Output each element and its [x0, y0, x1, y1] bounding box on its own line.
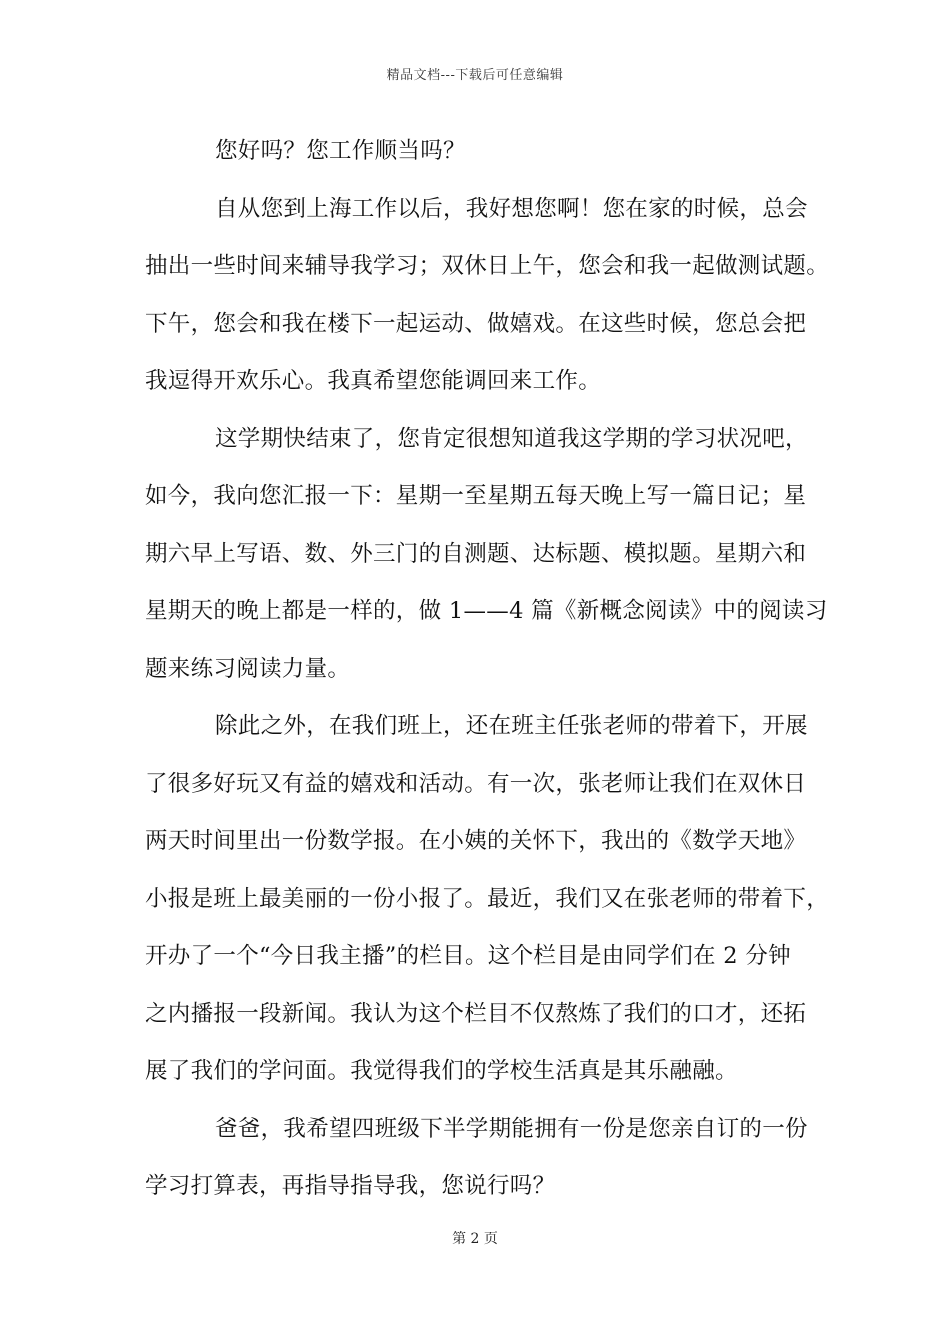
paragraph-line: 下午，您会和我在楼下一起运动、做嬉戏。在这些时候，您总会把 — [145, 311, 807, 337]
paragraph-line: 展了我们的学问面。我觉得我们的学校生活真是其乐融融。 — [145, 1058, 738, 1084]
paragraph-line: 这学期快结束了，您肯定很想知道我这学期的学习状况吧， — [215, 426, 808, 452]
paragraph-line: 两天时间里出一份数学报。在小姨的关怀下，我出的《数学天地》 — [145, 828, 807, 854]
paragraph-line: 我逗得开欢乐心。我真希望您能调回来工作。 — [145, 368, 602, 394]
paragraph-line: 您好吗？您工作顺当吗？ — [215, 138, 466, 164]
paragraph-line: 星期天的晚上都是一样的，做 1——4 篇《新概念阅读》中的阅读习 — [145, 598, 828, 624]
paragraph-line: 抽出一些时间来辅导我学习；双休日上午，您会和我一起做测试题。 — [145, 253, 830, 279]
paragraph-line: 学习打算表，再指导指导我，您说行吗？ — [145, 1173, 556, 1199]
paragraph-line: 除此之外，在我们班上，还在班主任张老师的带着下，开展 — [215, 713, 808, 739]
page-number: 第 2 页 — [452, 1231, 498, 1247]
paragraph-line: 自从您到上海工作以后，我好想您啊！您在家的时候，总会 — [215, 196, 808, 222]
paragraph-line: 开办了一个“今日我主播”的栏目。这个栏目是由同学们在 2 分钟 — [145, 943, 791, 969]
paragraph-line: 了很多好玩又有益的嬉戏和活动。有一次，张老师让我们在双休日 — [145, 771, 807, 797]
paragraph-line: 小报是班上最美丽的一份小报了。最近，我们又在张老师的带着下， — [145, 886, 830, 912]
paragraph-line: 爸爸，我希望四班级下半学期能拥有一份是您亲自订的一份 — [215, 1116, 808, 1142]
paragraph-line: 之内播报一段新闻。我认为这个栏目不仅熬炼了我们的口才，还拓 — [145, 1001, 807, 1027]
page-header: 精品文档---下载后可任意编辑 — [386, 68, 564, 83]
paragraph-line: 期六早上写语、数、外三门的自测题、达标题、模拟题。星期六和 — [145, 541, 807, 567]
paragraph-line: 如今，我向您汇报一下：星期一至星期五每天晚上写一篇日记；星 — [145, 483, 807, 509]
paragraph-line: 题来练习阅读力量。 — [145, 656, 351, 682]
